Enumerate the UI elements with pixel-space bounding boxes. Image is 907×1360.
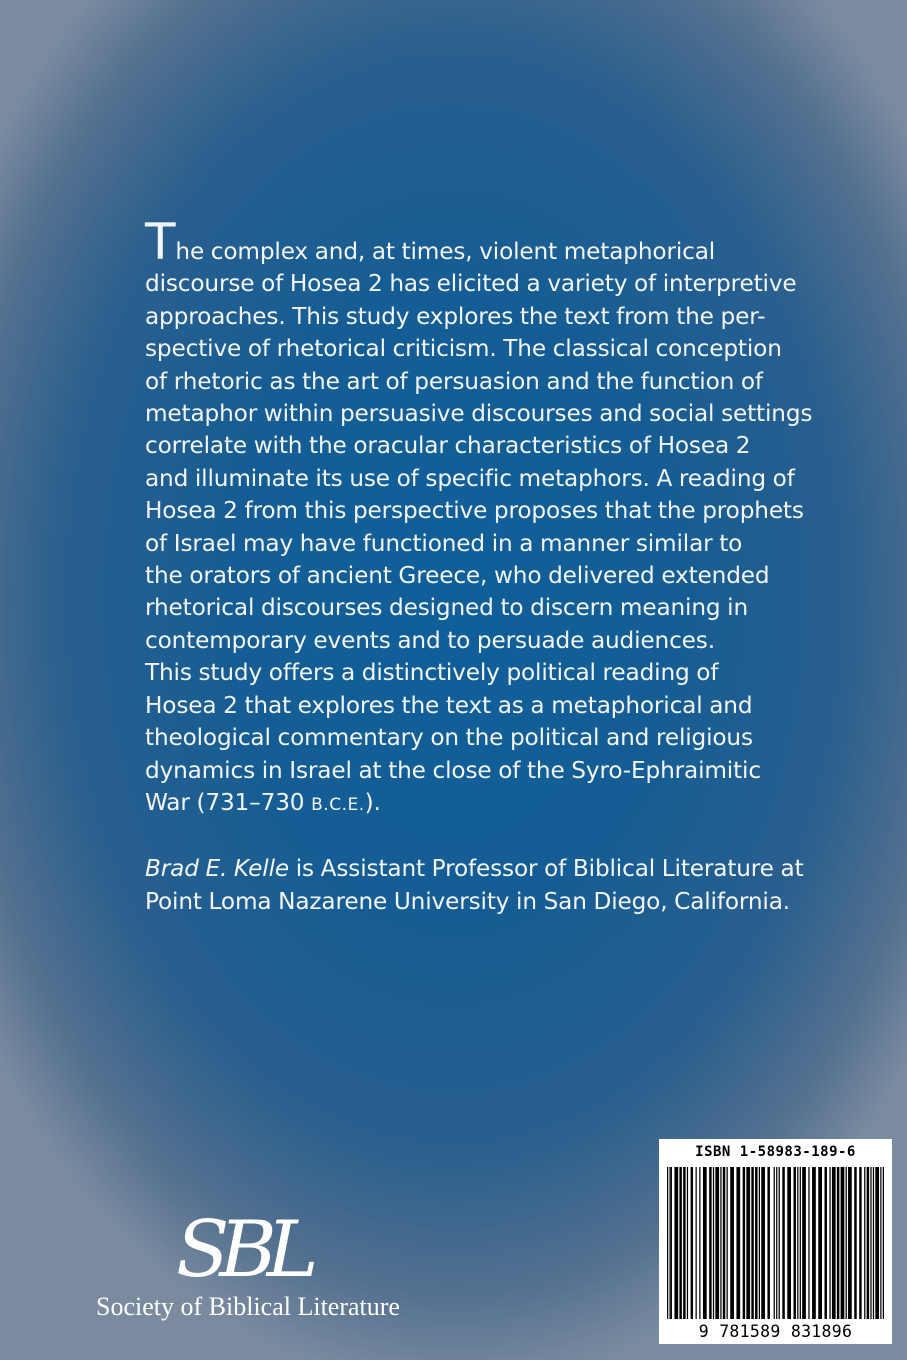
description-paragraph [145, 213, 813, 821]
barcode-bar [671, 1167, 672, 1319]
blurb-line: contemporary events and to persuade audiences. [145, 626, 715, 654]
barcode-bar [720, 1167, 721, 1319]
era-abbreviation: B.C.E. [311, 794, 365, 815]
barcode-bar [730, 1167, 734, 1319]
blurb-line: correlate with the oracular characteristics of Hosea 2 [145, 432, 751, 460]
barcode-bar [746, 1167, 750, 1319]
barcode-bar [864, 1167, 865, 1319]
publisher-logo [96, 1205, 456, 1322]
barcode-bar [736, 1167, 740, 1319]
blurb-line: rhetorical discourses designed to discern meaning in [145, 594, 749, 622]
barcode-bar [824, 1167, 826, 1319]
barcode-bar [723, 1167, 725, 1319]
barcode-bar [797, 1167, 798, 1319]
blurb-line: theological commentary on the political and religious [145, 724, 753, 752]
blurb-line: Hosea 2 that explores the text as a metaphorical and [145, 691, 753, 719]
barcode-bar [818, 1167, 822, 1319]
barcode-bar [755, 1167, 757, 1319]
barcode-bar [776, 1167, 777, 1319]
blurb-line: discourse of Hosea 2 has elicited a variety of interpretive [145, 270, 797, 298]
author-bio [145, 853, 804, 918]
blurb-line: This study offers a distinctively political reading of [145, 659, 719, 687]
barcode-bar [713, 1167, 714, 1319]
blurb-line: spective of rhetorical criticism. The classical conception [145, 335, 782, 363]
barcode-bar [812, 1167, 816, 1319]
barcode-bar [873, 1167, 874, 1319]
blurb-line: approaches. This study explores the text from the per- [145, 302, 766, 330]
barcode-bar [870, 1167, 871, 1319]
drop-cap: T [145, 213, 176, 271]
barcode-bar [774, 1167, 775, 1319]
barcode-bar [867, 1167, 869, 1319]
author-line-2: Point Loma Nazarene University in San Diego, California. [145, 887, 790, 915]
isbn-number: ISBN 1-58983-189-6 [695, 1144, 856, 1160]
blurb-line: the orators of ancient Greece, who delivered extended [145, 562, 770, 590]
barcode-bar [667, 1167, 668, 1319]
barcode-bar [854, 1167, 856, 1319]
barcode-bar [846, 1167, 847, 1319]
barcode-bar [782, 1167, 784, 1319]
blurb-line: metaphor within persuasive discourses and social settings [145, 400, 813, 428]
barcode-bar [669, 1167, 670, 1319]
barcode-bar [759, 1167, 760, 1319]
barcode-bar [691, 1167, 693, 1319]
barcode-bar [880, 1167, 881, 1319]
barcode-bar [802, 1167, 806, 1319]
barcode-bar [674, 1167, 678, 1319]
barcode-bar [751, 1167, 753, 1319]
author-name: Brad E. Kelle [145, 855, 289, 883]
author-line-1: Brad E. Kelle is Assistant Professor of Biblical Literature at [145, 855, 804, 883]
blurb-line: of Israel may have functioned in a manner similar to [145, 529, 743, 557]
blurb-line-1: The complex and, at times, violent metaphorical [145, 213, 716, 271]
isbn-barcode [659, 1139, 892, 1344]
barcode-bar [703, 1167, 707, 1319]
ean-number: 9 781589 831896 [698, 1322, 853, 1341]
barcode-bar [679, 1167, 681, 1319]
blurb-line: and illuminate its use of specific metaphors. A reading of [145, 464, 795, 492]
barcode-bars [667, 1167, 884, 1319]
barcode-bar [808, 1167, 809, 1319]
barcode-bar [683, 1167, 685, 1319]
barcode-bar [699, 1167, 700, 1319]
blurb-line: of rhetoric as the art of persuasion and the function of [145, 367, 763, 395]
blurb-line: Hosea 2 from this perspective proposes that the prophets [145, 497, 804, 525]
barcode-bar [727, 1167, 728, 1319]
barcode-bar [832, 1167, 836, 1319]
barcode-bar [848, 1167, 852, 1319]
barcode-bar [709, 1167, 711, 1319]
barcode-bar [715, 1167, 719, 1319]
barcode-bar [787, 1167, 791, 1319]
barcode-bar [767, 1167, 769, 1319]
barcode-bar [743, 1167, 745, 1319]
barcode-bar [841, 1167, 845, 1319]
barcode-bar [800, 1167, 801, 1319]
back-cover-blurb [145, 213, 813, 918]
barcode-bar [859, 1167, 861, 1319]
publisher-name: Society of Biblical Literature [96, 1292, 400, 1321]
blurb-last-line: War (731–730 B.C.E.). [145, 788, 381, 816]
barcode-bar [696, 1167, 697, 1319]
barcode-bar [793, 1167, 795, 1319]
barcode-bar [837, 1167, 839, 1319]
barcode-bar [883, 1167, 884, 1319]
barcode-bar [687, 1167, 688, 1319]
barcode-bar [829, 1167, 830, 1319]
barcode-bar [761, 1167, 765, 1319]
barcode-bar [779, 1167, 780, 1319]
barcode-bar [875, 1167, 879, 1319]
blurb-line: dynamics in Israel at the close of the Syro-Ephraimitic [145, 756, 761, 784]
sbl-logo-mark: SBL [176, 1205, 309, 1295]
